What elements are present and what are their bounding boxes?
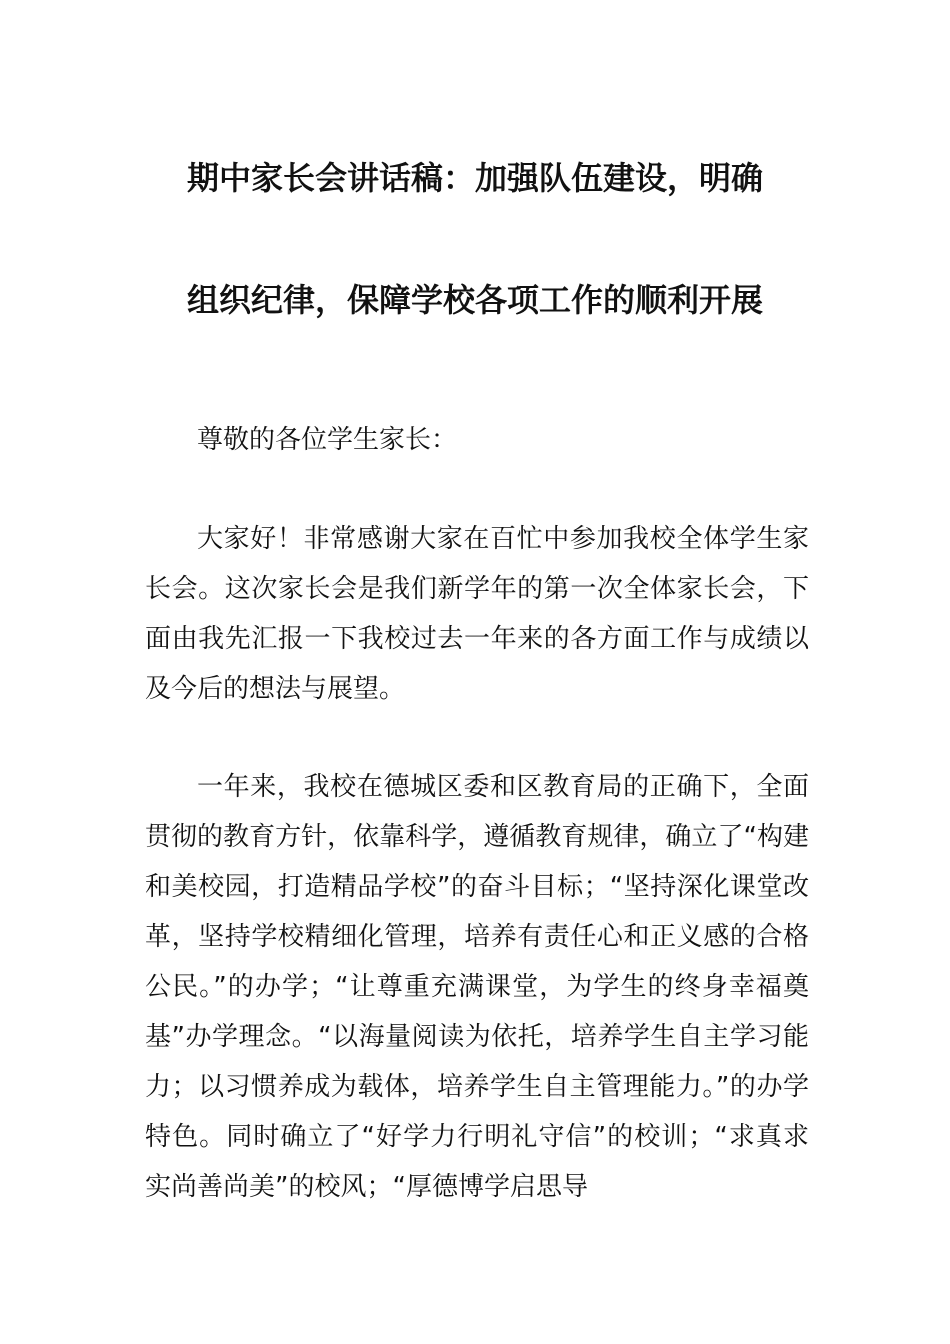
paragraph-2: 一年来，我校在德城区委和区教育局的正确下，全面贯彻的教育方针，依靠科学，遵循教育规律，确立了“构建和美校园，打造精品学校”的奋斗目标；“坚持深化课堂改革，坚持学校精细化管理，培养有责任心和正义感的合格公民。”的办学；“让尊重充满课堂，为学生的终身幸福奠基”办学理念。“以海量阅读为依托，培养学生自主学习能力；以习惯养成为载体，培养学生自主管理能力。”的办学特色。同时确立了“好学力行明礼守信”的校训；“求真求实尚善尚美”的校风；“厚德博学启思导 (145, 772, 809, 1202)
document-title-line-1: 期中家长会讲话稿：加强队伍建设，明确 (186, 159, 763, 197)
paragraph-1: 大家好！非常感谢大家在百忙中参加我校全体学生家长会。这次家长会是我们新学年的第一次全体家长会，下面由我先汇报一下我校过去一年来的各方面工作与成绩以及今后的想法与展望。 (145, 524, 809, 704)
salutation: 尊敬的各位学生家长： (197, 425, 458, 455)
document-title-line-2: 组织纪律，保障学校各项工作的顺利开展 (186, 281, 763, 319)
